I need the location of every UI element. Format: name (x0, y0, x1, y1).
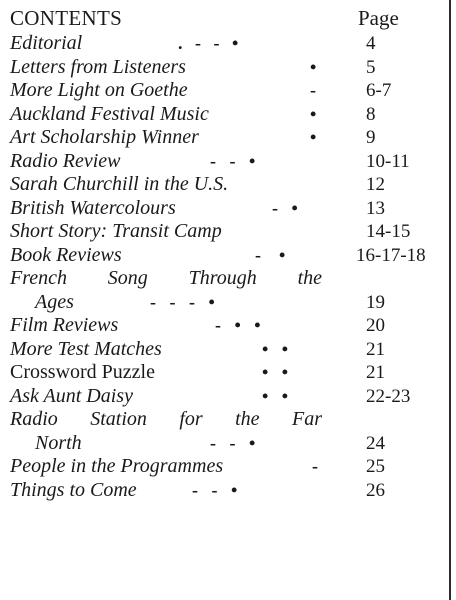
entry-title: People in the Programmes (10, 455, 224, 477)
page-column-heading: Page (358, 6, 399, 30)
entry-title: Ask Aunt Daisy (10, 384, 133, 407)
vertical-rule (449, 0, 451, 600)
toc-entry-things-to-come[interactable] (10, 479, 440, 503)
toc-entry-book-reviews[interactable] (10, 244, 440, 268)
toc-entry-people[interactable] (10, 455, 440, 479)
entry-page: 24 (366, 432, 385, 454)
entry-page: 5 (366, 56, 376, 78)
entry-title: Things to Come (10, 478, 137, 501)
entry-page: 12 (366, 174, 385, 195)
entry-title: Short Story: Transit Camp (10, 220, 222, 242)
entry-title: Crossword Puzzle (10, 361, 155, 383)
toc-entry-editorial[interactable] (10, 32, 440, 56)
entry-title: Editorial (10, 32, 83, 54)
entry-title: Letters from Listeners (10, 55, 186, 78)
entry-title: Art Scholarship Winner (10, 126, 199, 148)
entry-title: Radio Review (10, 149, 121, 172)
dot-leader: - - • (210, 150, 256, 171)
table-of-contents (10, 32, 440, 502)
contents-heading: CONTENTS (10, 6, 123, 30)
dot-leader: • (310, 56, 317, 77)
dot-leader: • • (262, 338, 289, 359)
entry-title-continuation: Ages (35, 290, 74, 313)
entry-title: Auckland Festival Music (10, 102, 209, 125)
toc-entry-letters[interactable] (10, 56, 440, 80)
entry-page: 13 (366, 197, 385, 219)
toc-entry-aunt-daisy[interactable] (10, 385, 440, 409)
dot-leader: • • (262, 385, 289, 406)
toc-entry-test-matches[interactable] (10, 338, 440, 362)
entry-page: 22-23 (366, 385, 411, 407)
dot-leader: • (310, 127, 317, 147)
entry-page: 21 (366, 362, 385, 383)
toc-entry-auckland[interactable] (10, 103, 440, 127)
entry-page: 20 (366, 315, 385, 336)
toc-entry-art-scholarship[interactable] (10, 126, 440, 150)
entry-page: 9 (366, 127, 376, 148)
entry-title-continuation: North (35, 431, 82, 454)
dot-leader: - (312, 456, 318, 476)
dot-leader: • • (262, 362, 289, 382)
toc-entry-film-reviews[interactable] (10, 314, 440, 338)
entry-title: More Test Matches (10, 337, 162, 360)
entry-page: 10-11 (366, 150, 410, 172)
toc-entry-radio-station[interactable] (10, 408, 440, 455)
entry-title: Film Reviews (10, 314, 119, 336)
toc-entry-sarah-churchill[interactable] (10, 173, 440, 197)
entry-page: 4 (366, 33, 376, 54)
entry-title: Radio Station for the Far (10, 408, 322, 430)
toc-entry-british-watercolours[interactable] (10, 197, 440, 221)
entry-page: 26 (366, 479, 385, 501)
dot-leader: . - - • (178, 33, 243, 53)
entry-title: Book Reviews (10, 243, 122, 266)
entry-title: More Light on Goethe (10, 79, 188, 101)
entry-page: 19 (366, 291, 385, 313)
dot-leader: - (310, 80, 316, 100)
entry-page: 6-7 (366, 80, 392, 101)
toc-entry-radio-review[interactable] (10, 150, 440, 174)
toc-entry-crossword[interactable] (10, 361, 440, 385)
dot-leader: - - • (192, 479, 238, 500)
toc-entry-goethe[interactable] (10, 79, 440, 103)
entry-page: 14-15 (366, 221, 411, 242)
toc-entry-short-story[interactable] (10, 220, 440, 244)
dot-leader: - • • (215, 315, 261, 335)
dot-leader: - • (255, 244, 286, 265)
entry-page: 25 (366, 456, 385, 477)
dot-leader: - - - • (150, 291, 215, 312)
contents-header (10, 6, 440, 32)
entry-page: 8 (366, 103, 376, 125)
dot-leader: - • (272, 197, 298, 218)
toc-entry-french-song[interactable] (10, 267, 440, 314)
dot-leader: • (310, 103, 317, 124)
entry-title: Sarah Churchill in the U.S. (10, 173, 229, 195)
entry-page: 16-17-18 (356, 244, 426, 266)
entry-page: 21 (366, 338, 385, 360)
dot-leader: - - • (210, 432, 256, 453)
entry-title: French Song Through the (10, 267, 322, 289)
entry-title: British Watercolours (10, 196, 176, 219)
